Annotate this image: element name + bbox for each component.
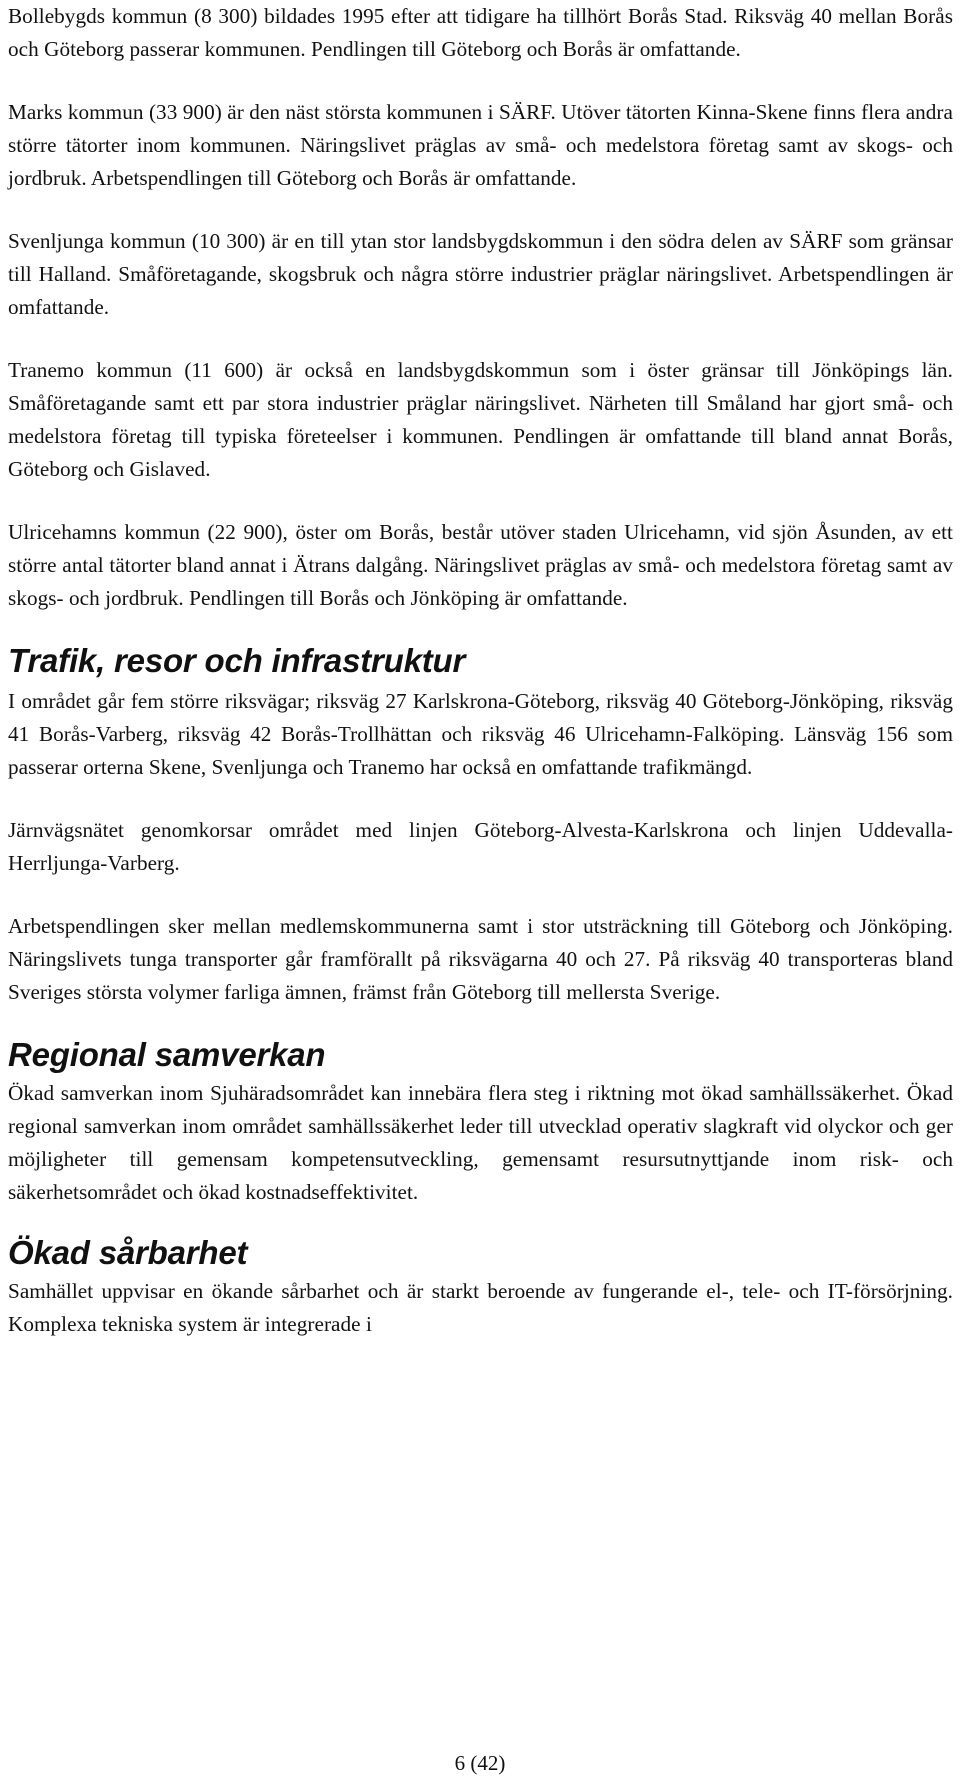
heading-regional-samverkan: Regional samverkan xyxy=(8,1036,326,1073)
paragraph-svenljunga: Svenljunga kommun (10 300) är en till ytan stor landsbygdskommun i den södra delen av SÄRF som gränsar till Halland. Småföretagande, skogsbruk och några större industrier präglar näringslivet. Arbetspendlingen är omfattande. xyxy=(8,229,953,319)
paragraph-arbetspendling: Arbetspendlingen sker mellan medlemskommunerna samt i stor utsträckning till Göteborg och Jönköping. Näringslivets tunga transporter går framförallt på riksvägarna 40 och 27. På riksväg 40 transporteras bland Sveriges största volymer farliga ämnen, främst från Göteborg till mellersta Sverige. xyxy=(8,914,953,1004)
paragraph-tranemo: Tranemo kommun (11 600) är också en landsbygdskommun som i öster gränsar till Jönköpings län. Småföretagande samt ett par stora industrier präglar näringslivet. Närheten till Småland har gjort små- och medelstora företag till typiska företeelser i kommunen. Pendlingen är omfattande till bland annat Borås, Göteborg och Gislaved. xyxy=(8,358,953,481)
paragraph-jarnvag: Järnvägsnätet genomkorsar området med linjen Göteborg-Alvesta-Karlskrona och linjen Uddevalla-Herrljunga-Varberg. xyxy=(8,818,953,875)
paragraph-ulricehamn: Ulricehamns kommun (22 900), öster om Borås, består utöver staden Ulricehamn, vid sjön Åsunden, av ett större antal tätorter bland annat i Ätrans dalgång. Näringslivet präglas av små- och medelstora företag samt av skogs- och jordbruk. Pendlingen till Borås och Jönköping är omfattande. xyxy=(8,520,953,610)
document-page xyxy=(8,0,953,1791)
paragraph-bollebygd: Bollebygds kommun (8 300) bildades 1995 efter att tidigare ha tillhört Borås Stad. Riksväg 40 mellan Borås och Göteborg passerar kommunen. Pendlingen till Göteborg och Borås är omfattande. xyxy=(8,4,953,61)
paragraph-okad-sarbarhet: Samhället uppvisar en ökande sårbarhet och är starkt beroende av fungerande el-, tele- och IT-försörjning. Komplexa tekniska system är integrerade i xyxy=(8,1279,953,1336)
page-number: 6 (42) xyxy=(454,1751,506,1775)
heading-okad-sarbarhet: Ökad sårbarhet xyxy=(8,1234,248,1271)
heading-trafik: Trafik, resor och infrastruktur xyxy=(8,642,466,679)
paragraph-riksvagar: I området går fem större riksvägar; riksväg 27 Karlskrona-Göteborg, riksväg 40 Göteborg-Jönköping, riksväg 41 Borås-Varberg, riksväg 42 Borås-Trollhättan och riksväg 46 Ulricehamn-Falköping. Länsväg 156 som passerar orterna Skene, Svenljunga och Tranemo har också en omfattande trafikmängd. xyxy=(8,689,953,779)
paragraph-regional-samverkan: Ökad samverkan inom Sjuhäradsområdet kan innebära flera steg i riktning mot ökad samhällssäkerhet. Ökad regional samverkan inom området samhällssäkerhet leder till utvecklad operativ slagkraft vid olyckor och ger möjligheter till gemensam kompetensutveckling, gemensamt resursutnyttjande inom risk- och säkerhetsområdet och ökad kostnadseffektivitet. xyxy=(8,1081,953,1204)
paragraph-mark: Marks kommun (33 900) är den näst största kommunen i SÄRF. Utöver tätorten Kinna-Skene finns flera andra större tätorter inom kommunen. Näringslivet präglas av små- och medelstora företag samt av skogs- och jordbruk. Arbetspendlingen till Göteborg och Borås är omfattande. xyxy=(8,100,953,190)
